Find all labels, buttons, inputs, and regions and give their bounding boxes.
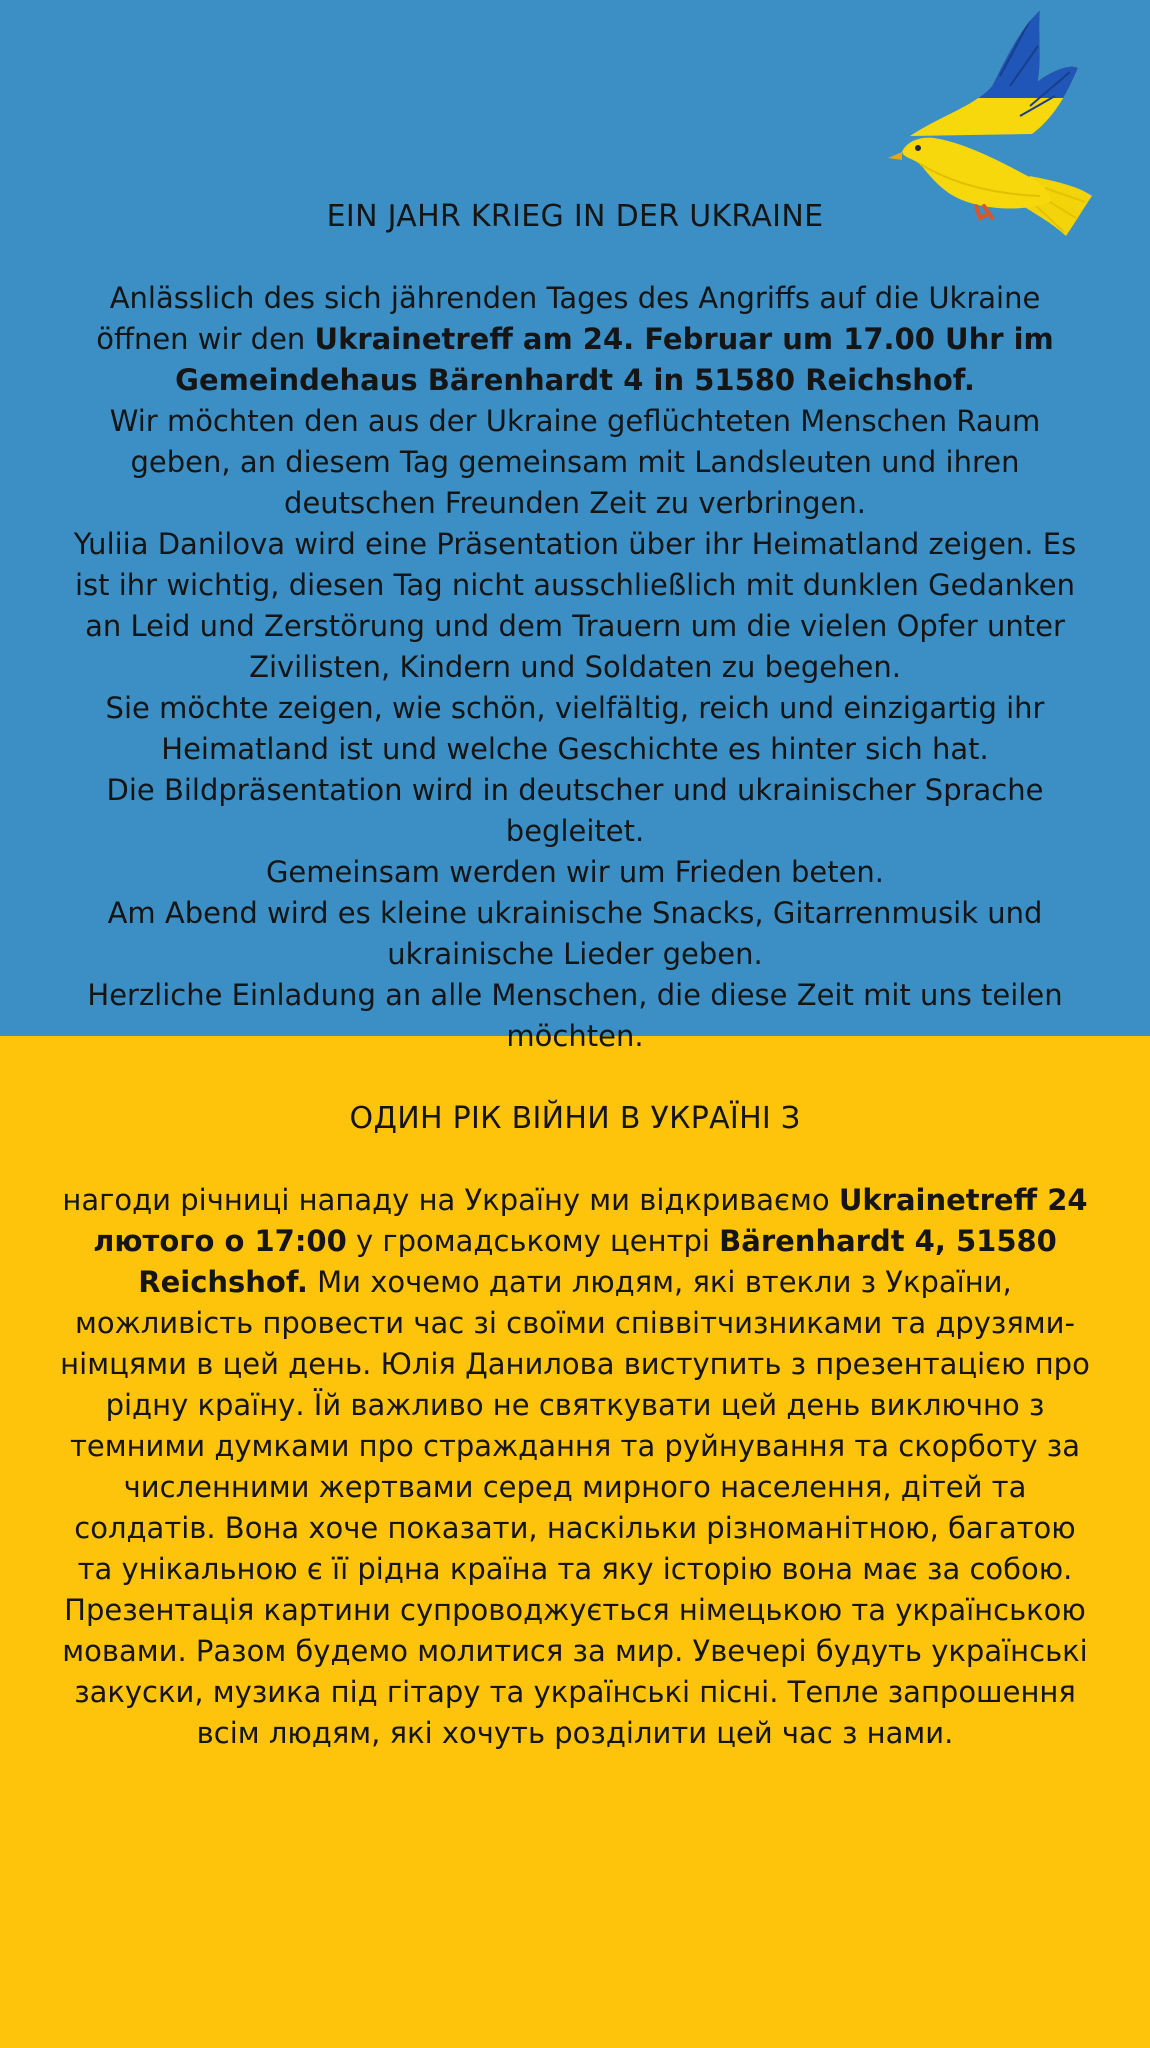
ukrainian-event-address: Bärenhardt 4, 51580 Reichshof. (138, 1224, 1057, 1299)
german-paragraph-5: Die Bildpräsentation wird in deutscher und ukrainischer Sprache begleitet. (106, 773, 1044, 848)
german-paragraph-3: Yuliia Danilova wird eine Präsentation über ihr Heimatland zeigen. Es ist ihr wichtig, diesen Tag nicht ausschließlich mit dunklen Gedanken an Leid und Zerstörung und dem Trauern um die vielen Opfer unter Zivilisten, Kindern und Soldaten zu begehen. (73, 527, 1077, 684)
ukrainian-heading: ОДИН РІК ВІЙНИ В УКРАЇНІ З (349, 1101, 801, 1136)
german-heading: EIN JAHR KRIEG IN DER UKRAINE (326, 199, 824, 234)
ukrainian-text-1: нагоди річниці нападу на Україну ми відкриваємо (62, 1183, 839, 1217)
ukrainian-paragraph (60, 1180, 1090, 1754)
german-paragraph-8: Herzliche Einladung an alle Menschen, die diese Zeit mit uns teilen möchten. (87, 978, 1063, 1053)
german-intro-text: Anlässlich des sich jährenden Tages des Angriffs auf die Ukraine öffnen wir den (96, 281, 1041, 356)
flyer-text (60, 196, 1090, 1754)
ukrainian-text-2: у громадському центрі (346, 1224, 720, 1258)
german-paragraph-6: Gemeinsam werden wir um Frieden beten. (265, 855, 885, 889)
german-paragraph-4: Sie möchte zeigen, wie schön, vielfältig, reich und einzigartig ihr Heimatland ist und welche Geschichte es hinter sich hat. (105, 691, 1045, 766)
german-event-details: Ukrainetreff am 24. Februar um 17.00 Uhr im Gemeindehaus Bärenhardt 4 in 51580 Reichshof. (175, 322, 1054, 397)
german-paragraph-intro (60, 278, 1090, 401)
german-paragraph-7: Am Abend wird es kleine ukrainische Snacks, Gitarrenmusik und ukrainische Lieder geben. (107, 896, 1043, 971)
german-paragraph-2: Wir möchten den aus der Ukraine geflüchteten Menschen Raum geben, an diesem Tag gemeinsam mit Landsleuten und ihren deutschen Freunden Zeit zu verbringen. (109, 404, 1041, 520)
ukrainian-text-3: Ми хочемо дати людям, які втекли з України, можливість провести час зі своїми співвітчизниками та друзями-німцями в цей день. Юлія Данилова виступить з презентацією про рідну країну. Їй важливо не святкувати цей день виключно з темними думками про страждання та руйнування та скорботу за численними жертвами серед мирного населення, дітей та солдатів. Вона хоче показати, наскільки різноманітною, багатою та унікальною є її рідна країна та яку історію вона має за собою. Презентація картини супроводжується німецькою та українською мовами. Разом будемо молитися за мир. Увечері будуть українські закуски, музика під гітару та українські пісні. Тепле запрошення всім людям, які хочуть розділити цей час з нами. (60, 1265, 1090, 1750)
ukrainian-event-time: Ukrainetreff 24 лютого о 17:00 (93, 1183, 1088, 1258)
